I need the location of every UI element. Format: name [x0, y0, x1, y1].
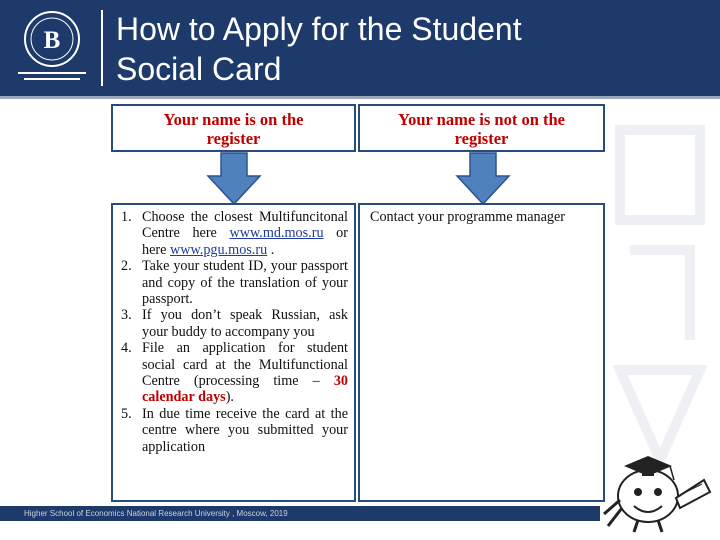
header-divider [101, 10, 103, 86]
title-line-2: Social Card [116, 51, 282, 87]
step-number: 4. [121, 340, 132, 357]
contact-text: Contact your programme manager [370, 209, 566, 225]
header-bar [0, 0, 720, 96]
pgu-mos-link[interactable]: www.pgu.mos.ru [169, 241, 268, 258]
step-item [121, 406, 348, 455]
down-arrow-icon [206, 152, 262, 206]
processing-time-highlight: 30 calendar days [142, 373, 349, 406]
step-text: If you don’t speak Russian, ask your buddy to accompany you [142, 307, 348, 340]
md-mos-link[interactable]: www.md.mos.ru [229, 225, 324, 242]
steps-cell [111, 203, 356, 502]
step-text: In due time receive the card at the centre where you submitted your application [142, 405, 348, 455]
title-line-1: How to Apply for the Student [116, 11, 522, 47]
step-number: 3. [121, 307, 132, 324]
contact-cell [358, 203, 605, 502]
footer-bar [0, 506, 600, 521]
step-text: Choose the closest Multifuncitonal Centre here [142, 209, 348, 242]
col2-header-line-2: register [454, 129, 509, 148]
step-text: Take your student ID, your passport and copy of the translation of your passport. [142, 258, 348, 308]
col1-header-line-1: Your name is on the [163, 110, 304, 129]
step-item [121, 340, 348, 406]
step-text: File an application for student social card at the Multifunctional Centre (processing time – [142, 340, 348, 390]
col1-header-line-2: register [206, 129, 261, 148]
step-text: ). [225, 389, 234, 406]
page-title [116, 9, 706, 89]
step-item [121, 307, 348, 340]
down-arrow-icon [455, 152, 511, 206]
step-item [121, 209, 348, 258]
step-number: 5. [121, 405, 132, 422]
svg-text:В: В [43, 27, 61, 54]
step-number: 1. [121, 209, 132, 225]
graduate-mascot-icon [598, 444, 716, 534]
step-item [121, 258, 348, 307]
col2-header-line-1: Your name is not on the [397, 110, 565, 129]
column-header-on-register [111, 104, 356, 152]
step-number: 2. [121, 258, 132, 275]
background-decoration [600, 100, 720, 500]
hse-logo-icon [10, 8, 94, 90]
step-text: or here [142, 225, 348, 258]
column-header-not-on-register [358, 104, 605, 152]
steps-list [113, 205, 354, 455]
step-text: . [267, 241, 275, 258]
header-rule [0, 96, 720, 99]
footer-text: Higher School of Economics National Research University , Moscow, 2019 [24, 509, 288, 518]
